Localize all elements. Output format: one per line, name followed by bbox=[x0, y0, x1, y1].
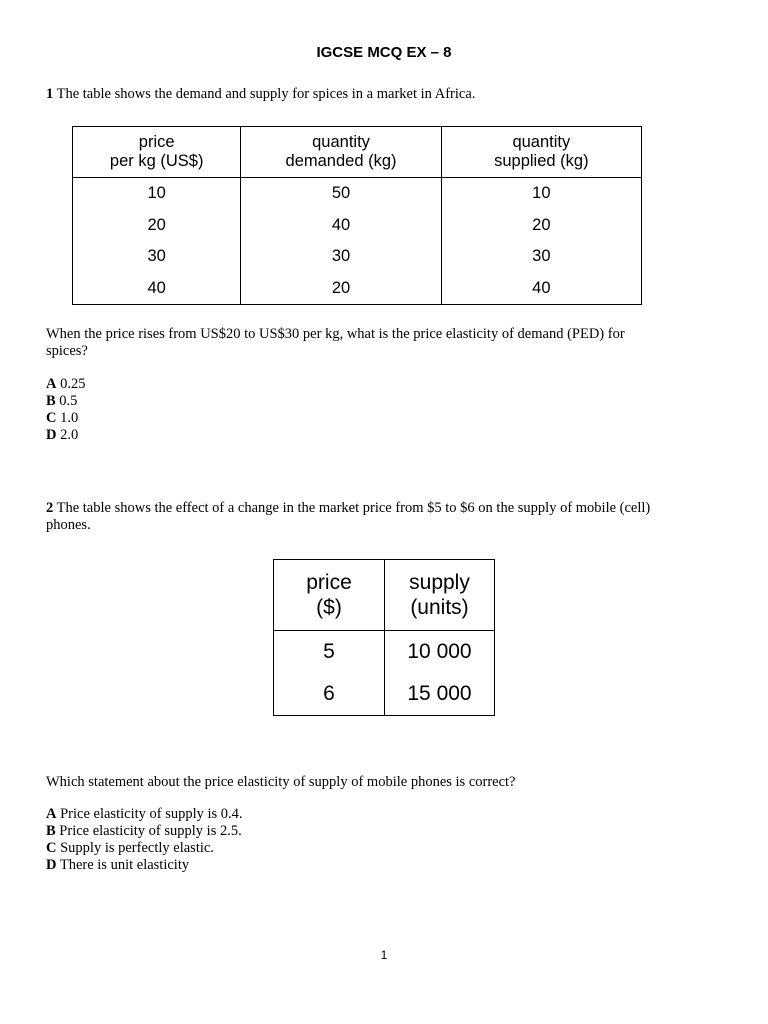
question-1-prompt: When the price rises from US$20 to US$30 per kg, what is the price elasticity of demand (PED) for spices? bbox=[46, 326, 625, 359]
header-line: quantity bbox=[512, 133, 571, 151]
question-2-stem bbox=[46, 500, 666, 534]
question-number: 2 bbox=[46, 500, 54, 516]
table-row bbox=[274, 673, 495, 716]
page-title: IGCSE MCQ EX – 8 bbox=[316, 44, 452, 61]
column-header-quantity-demanded bbox=[241, 127, 441, 178]
table-row bbox=[73, 178, 642, 210]
question-number: 1 bbox=[46, 86, 54, 102]
option-letter: C bbox=[46, 410, 57, 426]
column-header-price bbox=[274, 560, 385, 631]
header-line: ($) bbox=[316, 596, 342, 619]
option-letter: A bbox=[46, 806, 57, 822]
table-row bbox=[73, 273, 642, 305]
column-header-supply bbox=[385, 560, 495, 631]
option-text: 2.0 bbox=[56, 427, 79, 443]
answer-option-c[interactable] bbox=[46, 840, 243, 857]
option-text: There is unit elasticity bbox=[56, 857, 190, 873]
question-2-prompt: Which statement about the price elasticity of supply of mobile phones is correct? bbox=[46, 774, 516, 790]
table-row bbox=[73, 241, 642, 273]
spice-demand-supply-table bbox=[72, 126, 642, 305]
header-line: per kg (US$) bbox=[109, 152, 204, 170]
table-cell: 40 bbox=[73, 273, 241, 305]
table-cell: 10 bbox=[441, 178, 641, 210]
answer-option-b[interactable] bbox=[46, 393, 85, 410]
option-text: Price elasticity of supply is 2.5. bbox=[55, 823, 242, 839]
option-letter: D bbox=[46, 427, 57, 443]
header-line: quantity bbox=[312, 133, 370, 151]
phone-supply-table bbox=[273, 559, 495, 716]
table-cell: 10 bbox=[73, 178, 241, 210]
answer-option-a[interactable] bbox=[46, 806, 243, 823]
answer-option-b[interactable] bbox=[46, 823, 243, 840]
table-header-row bbox=[73, 127, 642, 178]
option-text: 1.0 bbox=[56, 410, 79, 426]
option-text: Supply is perfectly elastic. bbox=[56, 840, 214, 856]
table-cell: 20 bbox=[73, 210, 241, 242]
table-cell: 10 000 bbox=[385, 631, 495, 674]
table-cell: 6 bbox=[274, 673, 385, 716]
table-cell: 50 bbox=[241, 178, 441, 210]
table-cell: 20 bbox=[441, 210, 641, 242]
column-header-price bbox=[73, 127, 241, 178]
table-row bbox=[274, 631, 495, 674]
table-cell: 15 000 bbox=[385, 673, 495, 716]
option-letter: C bbox=[46, 840, 57, 856]
question-stem-text: The table shows the effect of a change in the market price from $5 to $6 on the supply of mobile (cell) phones. bbox=[46, 500, 651, 533]
option-text: 0.25 bbox=[56, 376, 86, 392]
page-number: 1 bbox=[380, 948, 388, 962]
header-line: price bbox=[306, 571, 352, 594]
table-cell: 5 bbox=[274, 631, 385, 674]
option-letter: B bbox=[46, 823, 56, 839]
question-stem-text: The table shows the demand and supply for spices in a market in Africa. bbox=[53, 86, 476, 102]
answer-option-c[interactable] bbox=[46, 410, 85, 427]
header-line: price bbox=[138, 133, 175, 151]
table-row bbox=[73, 210, 642, 242]
table-cell: 30 bbox=[441, 241, 641, 273]
table-cell: 30 bbox=[241, 241, 441, 273]
header-line: supplied (kg) bbox=[494, 152, 589, 170]
header-line: demanded (kg) bbox=[285, 152, 397, 170]
question-1-stem bbox=[46, 86, 475, 103]
column-header-quantity-supplied bbox=[441, 127, 641, 178]
header-line: (units) bbox=[410, 596, 469, 619]
option-letter: D bbox=[46, 857, 57, 873]
option-text: 0.5 bbox=[55, 393, 78, 409]
header-line: supply bbox=[409, 571, 470, 594]
table-cell: 40 bbox=[441, 273, 641, 305]
option-letter: A bbox=[46, 376, 57, 392]
option-text: Price elasticity of supply is 0.4. bbox=[56, 806, 243, 822]
table-header-row bbox=[274, 560, 495, 631]
question-1-options bbox=[46, 376, 85, 444]
answer-option-d[interactable] bbox=[46, 857, 243, 874]
table-cell: 30 bbox=[73, 241, 241, 273]
table-cell: 40 bbox=[241, 210, 441, 242]
option-letter: B bbox=[46, 393, 56, 409]
question-2-options bbox=[46, 806, 243, 874]
answer-option-d[interactable] bbox=[46, 427, 85, 444]
table-cell: 20 bbox=[241, 273, 441, 305]
answer-option-a[interactable] bbox=[46, 376, 85, 393]
